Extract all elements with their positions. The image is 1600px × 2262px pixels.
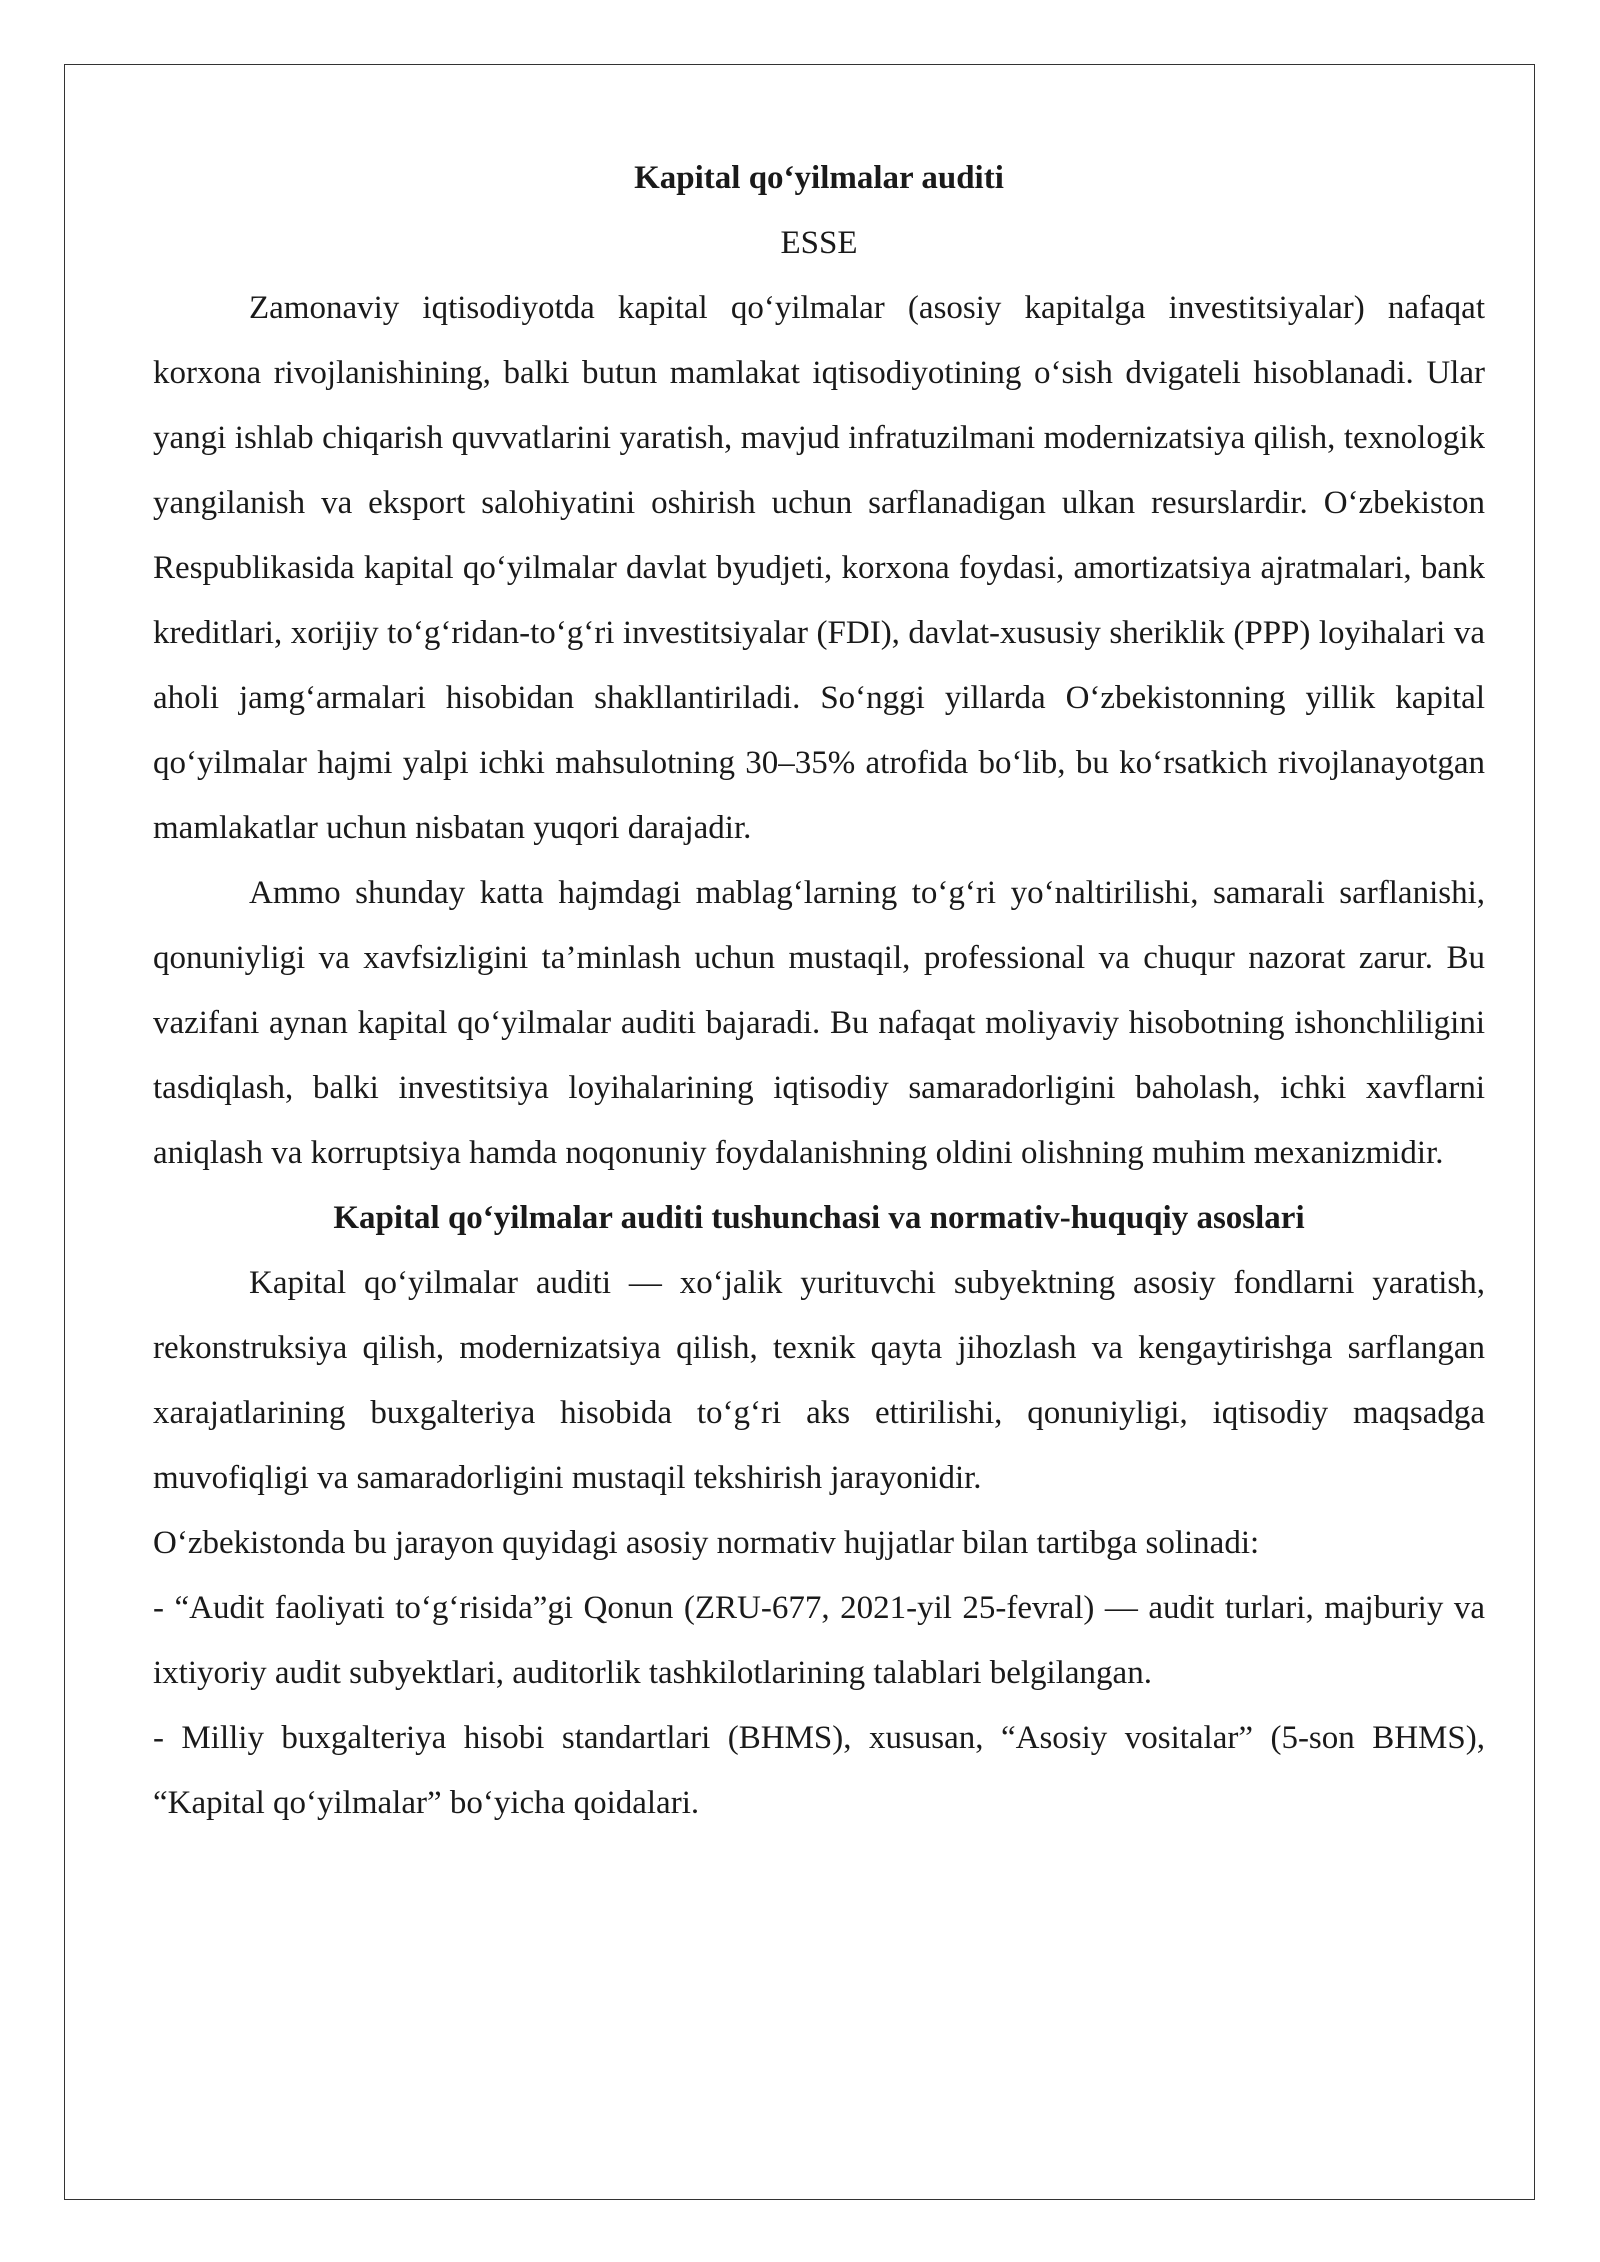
- document-title: Kapital qo‘yilmalar auditi: [634, 160, 1004, 196]
- document-body: [153, 146, 1485, 1836]
- section-heading: Kapital qo‘yilmalar auditi tushunchasi va normativ-huquqiy asoslari: [333, 1200, 1305, 1236]
- paragraph-regulation-intro: O‘zbekistonda bu jarayon quyidagi asosiy normativ hujjatlar bilan tartibga solinadi:: [153, 1525, 1260, 1561]
- document-subtitle: ESSE: [780, 225, 858, 261]
- list-item: - “Audit faoliyati to‘g‘risida”gi Qonun (ZRU-677, 2021-yil 25-fevral) — audit turlari, majburiy va ixtiyoriy audit subyektlari, auditorlik tashkilotlarining talablari belgilangan.: [153, 1590, 1485, 1691]
- paragraph-audit-need: Ammo shunday katta hajmdagi mablag‘larning to‘g‘ri yo‘naltirilishi, samarali sarflanishi, qonuniyligi va xavfsizligini ta’minlash uchun mustaqil, professional va chuqur nazorat zarur. Bu vazifani aynan kapital qo‘yilmalar auditi bajaradi. Bu nafaqat moliyaviy hisobotning ishonchliligini tasdiqlash, balki investitsiya loyihalarining iqtisodiy samaradorligini baholash, ichki xavflarni aniqlash va korruptsiya hamda noqonuniy foydalanishning oldini olishning muhim mexanizmidir.: [153, 875, 1485, 1171]
- list-item: - Milliy buxgalteriya hisobi standartlari (BHMS), xususan, “Asosiy vositalar” (5-son BHMS), “Kapital qo‘yilmalar” bo‘yicha qoidalari.: [153, 1720, 1485, 1821]
- paragraph-intro: Zamonaviy iqtisodiyotda kapital qo‘yilmalar (asosiy kapitalga investitsiyalar) nafaqat korxona rivojlanishining, balki butun mamlakat iqtisodiyotining o‘sish dvigateli hisoblanadi. Ular yangi ishlab chiqarish quvvatlarini yaratish, mavjud infratuzilmani modernizatsiya qilish, texnologik yangilanish va eksport salohiyatini oshirish uchun sarflanadigan ulkan resurslardir. O‘zbekiston Respublikasida kapital qo‘yilmalar davlat byudjeti, korxona foydasi, amortizatsiya ajratmalari, bank kreditlari, xorijiy to‘g‘ridan-to‘g‘ri investitsiyalar (FDI), davlat-xususiy sheriklik (PPP) loyihalari va aholi jamg‘armalari hisobidan shakllantiriladi. So‘nggi yillarda O‘zbekistonning yillik kapital qo‘yilmalar hajmi yalpi ichki mahsulotning 30–35% atrofida bo‘lib, bu ko‘rsatkich rivojlanayotgan mamlakatlar uchun nisbatan yuqori darajadir.: [153, 290, 1485, 846]
- paragraph-definition: Kapital qo‘yilmalar auditi — xo‘jalik yurituvchi subyektning asosiy fondlarni yaratish, rekonstruksiya qilish, modernizatsiya qilish, texnik qayta jihozlash va kengaytirishga sarflangan xarajatlarining buxgalteriya hisobida to‘g‘ri aks ettirilishi, qonuniyligi, iqtisodiy maqsadga muvofiqligi va samaradorligini mustaqil tekshirish jarayonidir.: [153, 1265, 1485, 1496]
